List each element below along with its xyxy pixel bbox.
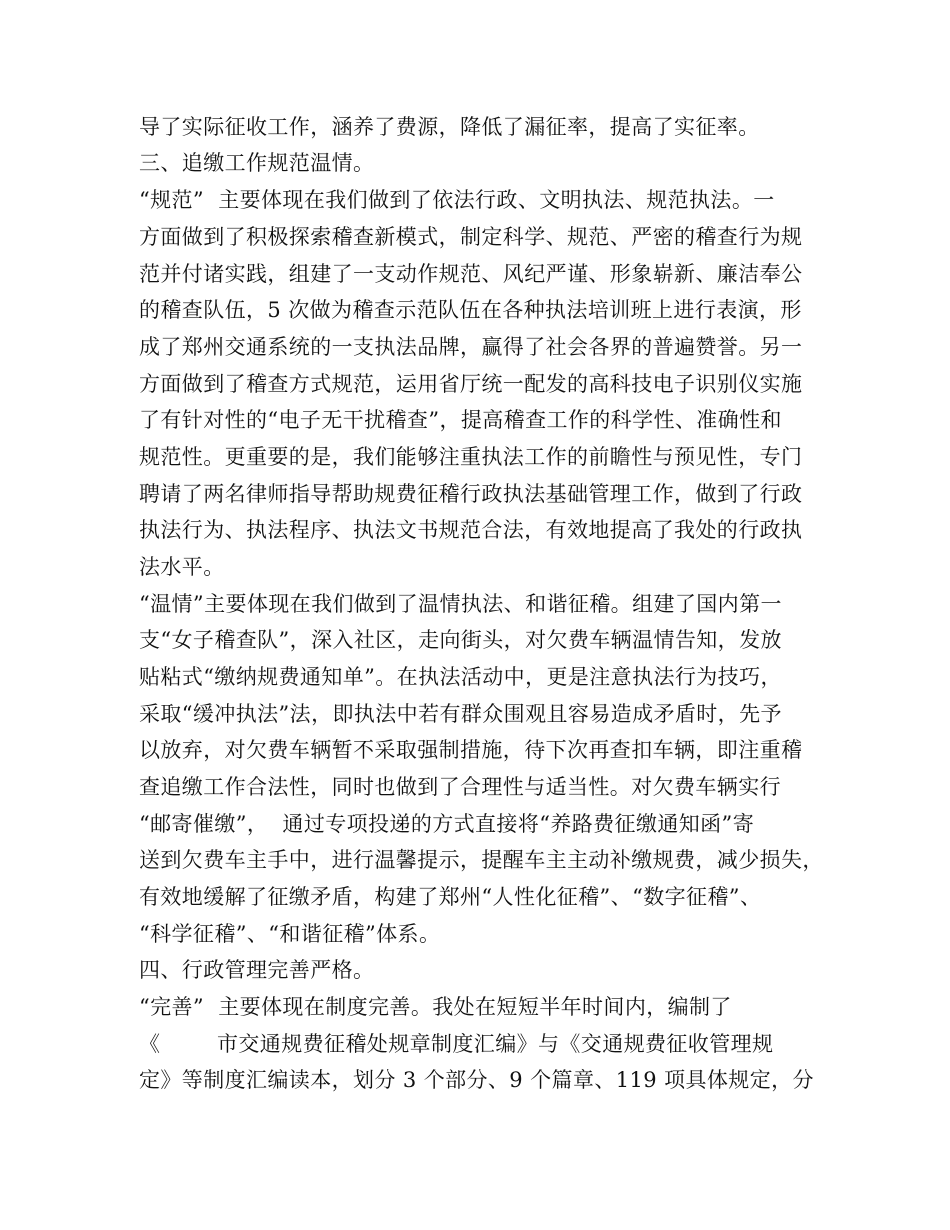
text-line: 送到欠费车主手中，进行温馨提示，提醒车主主动补缴规费，减少损失， (139, 848, 824, 872)
text-line: 规范性。更重要的是，我们能够注重执法工作的前瞻性与预见性，专门 (139, 445, 803, 469)
text-line: 了有针对性的“电子无干扰稽查”，提高稽查工作的科学性、准确性和 (139, 408, 782, 432)
text-line: 《 市交通规费征稽处规章制度汇编》与《交通规费征收管理规 (139, 1032, 774, 1056)
section-heading: 三、追缴工作规范温情。 (139, 151, 375, 175)
text-line: 法水平。 (139, 555, 225, 579)
text-line: 贴粘式“缴纳规费通知单”。在执法活动中，更是注意执法行为技巧， (139, 665, 782, 689)
text-line: 执法行为、执法程序、执法文书规范合法，有效地提高了我处的行政执 (139, 518, 803, 542)
text-line: “完善” 主要体现在制度完善。我处在短短半年时间内，编制了 (139, 995, 732, 1019)
text-line: “规范” 主要体现在我们做到了依法行政、文明执法、规范执法。一 (139, 188, 775, 212)
text-line: 范并付诸实践，组建了一支动作规范、风纪严谨、形象崭新、廉洁奉公 (139, 262, 803, 286)
text-line: 支“女子稽查队”，深入社区，走向街头，对欠费车辆温情告知，发放 (139, 628, 782, 652)
text-line: 聘请了两名律师指导帮助规费征稽行政执法基础管理工作，做到了行政 (139, 482, 803, 506)
text-line: 导了实际征收工作，涵养了费源，降低了漏征率，提高了实征率。 (139, 115, 760, 139)
text-line: “邮寄催缴”， 通过专项投递的方式直接将“养路费征缴通知函”寄 (139, 812, 755, 836)
text-line: “科学征稽”、“和谐征稽”体系。 (139, 922, 441, 946)
text-line: 以放弃，对欠费车辆暂不采取强制措施，待下次再查扣车辆，即注重稽 (139, 738, 803, 762)
text-line: 查追缴工作合法性，同时也做到了合理性与适当性。对欠费车辆实行 (139, 775, 781, 799)
section-heading: 四、行政管理完善严格。 (139, 958, 375, 982)
text-line: 方面做到了稽查方式规范，运用省厅统一配发的高科技电子识别仪实施 (139, 372, 803, 396)
text-line: 采取“缓冲执法”法，即执法中若有群众围观且容易造成矛盾时，先予 (139, 702, 782, 726)
text-line: 有效地缓解了征缴矛盾，构建了郑州“人性化征稽”、“数字征稽”、 (139, 885, 762, 909)
text-line: 的稽查队伍，5 次做为稽查示范队伍在各种执法培训班上进行表演，形 (139, 298, 802, 322)
text-line: “温情”主要体现在我们做到了温情执法、和谐征稽。组建了国内第一 (139, 592, 782, 616)
text-line: 定》等制度汇编读本，划分 3 个部分、9 个篇章、119 项具体规定，分 (139, 1068, 814, 1092)
text-line: 方面做到了积极探索稽查新模式，制定科学、规范、严密的稽查行为规 (139, 225, 803, 249)
text-line: 成了郑州交通系统的一支执法品牌，赢得了社会各界的普遍赞誉。另一 (139, 335, 803, 359)
